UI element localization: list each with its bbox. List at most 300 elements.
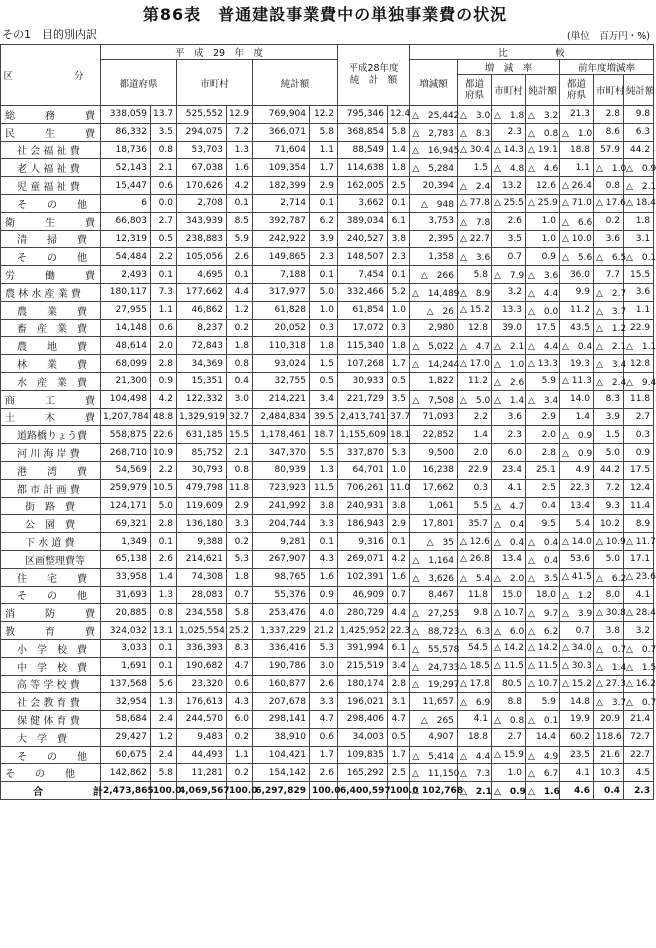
cell-value: △ 1.4 xyxy=(492,390,526,408)
cell-value: 631,185 xyxy=(177,426,227,444)
cell-value: 2.9 xyxy=(526,408,560,426)
cell-value: 5.6 xyxy=(151,675,177,693)
table-row xyxy=(1,515,654,533)
cell-value: 1.1 xyxy=(560,159,594,177)
row-label: 都 市 計 画 費 xyxy=(1,479,101,497)
cell-value: 2.7 xyxy=(151,212,177,230)
cell-value: 6.3 xyxy=(624,123,654,141)
table-row xyxy=(1,461,654,479)
cell-value: 723,923 xyxy=(253,479,310,497)
cell-value: 190,682 xyxy=(177,657,227,675)
cell-value: 21.4 xyxy=(624,711,654,729)
unit-note: (単位 百万円・%) xyxy=(567,31,650,42)
cell-value: 2.4 xyxy=(151,711,177,729)
table-row xyxy=(1,141,654,159)
cell-value: 1.6 xyxy=(310,568,338,586)
cell-value: 104,421 xyxy=(253,746,310,764)
cell-value: 0.9 xyxy=(310,586,338,604)
cell-value: 1.0 xyxy=(310,301,338,319)
cell-value: 13.1 xyxy=(151,622,177,640)
cell-value: 1,061 xyxy=(410,497,458,515)
cell-value: 18.8 xyxy=(458,728,492,746)
row-label: 河 川 海 岸 費 xyxy=(1,444,101,462)
cell-value: 1.4 xyxy=(151,568,177,586)
cell-value: 55,376 xyxy=(253,586,310,604)
cell-value: 795,346 xyxy=(338,106,388,124)
cell-value: 3.6 xyxy=(594,230,624,248)
cell-value: △ 1,164 xyxy=(410,550,458,568)
cell-value: 0.6 xyxy=(227,675,253,693)
cell-value: 2,714 xyxy=(253,194,310,212)
cell-value: 1,358 xyxy=(410,248,458,266)
table-row xyxy=(1,426,654,444)
cell-value: 2.3 xyxy=(492,426,526,444)
row-label: そ の 他 xyxy=(1,764,101,782)
cell-value: 2.6 xyxy=(310,764,338,782)
cell-value: 4.3 xyxy=(227,693,253,711)
row-label: そ の 他 xyxy=(1,194,101,212)
cell-value: 2.8 xyxy=(526,444,560,462)
cell-value: 3.9 xyxy=(594,408,624,426)
cell-value: 0.9 xyxy=(526,248,560,266)
cell-value: △ 5.0 xyxy=(458,390,492,408)
cell-value: 72.7 xyxy=(624,728,654,746)
cell-value: 13.7 xyxy=(151,106,177,124)
cell-value: 1.4 xyxy=(388,141,410,159)
cell-value: 1,207,784 xyxy=(101,408,151,426)
cell-value: △ 6.3 xyxy=(458,622,492,640)
cell-value: 9.8 xyxy=(458,604,492,622)
cell-value: 207,678 xyxy=(253,693,310,711)
cell-value: △ 14,489 xyxy=(410,283,458,301)
cell-value: 5.9 xyxy=(526,693,560,711)
cell-value: △ 2.6 xyxy=(492,372,526,390)
cell-value: 11.0 xyxy=(388,479,410,497)
cell-value: 14,148 xyxy=(101,319,151,337)
cell-value: 54.5 xyxy=(458,639,492,657)
cell-value: 4.1 xyxy=(560,764,594,782)
cell-value: 11,281 xyxy=(177,764,227,782)
cell-value: △ 27,253 xyxy=(410,604,458,622)
cell-value: △ 16,945 xyxy=(410,141,458,159)
cell-value: 1.8 xyxy=(227,337,253,355)
cell-value: 0.1 xyxy=(227,194,253,212)
row-label: 小 学 校 費 xyxy=(1,639,101,657)
cell-value: 109,835 xyxy=(338,746,388,764)
cell-value: 0.8 xyxy=(151,604,177,622)
cell-value: 3.0 xyxy=(227,390,253,408)
cell-value: 221,729 xyxy=(338,390,388,408)
header-muni: 市町村 xyxy=(177,60,253,106)
cell-value: 2,493 xyxy=(101,266,151,284)
cell-value: △ 5.6 xyxy=(560,248,594,266)
cell-value: 1.1 xyxy=(310,141,338,159)
cell-value: 0.1 xyxy=(388,194,410,212)
cell-value: 13.2 xyxy=(492,177,526,195)
table-row xyxy=(1,372,654,390)
cell-value: 2.6 xyxy=(151,550,177,568)
table-row xyxy=(1,408,654,426)
cell-value: 22,852 xyxy=(410,426,458,444)
row-label: 農 地 費 xyxy=(1,337,101,355)
cell-value: 9.8 xyxy=(624,106,654,124)
row-label: 住 宅 費 xyxy=(1,568,101,586)
cell-value: △ 30.4 xyxy=(458,141,492,159)
cell-value: 0.8 xyxy=(594,177,624,195)
cell-value: 5.0 xyxy=(594,550,624,568)
cell-value: 366,071 xyxy=(253,123,310,141)
cell-value: △ 26.8 xyxy=(458,550,492,568)
cell-value: 32,755 xyxy=(253,372,310,390)
cell-value: 4.1 xyxy=(624,586,654,604)
cell-value: △ 10.9 xyxy=(594,533,624,551)
cell-value: △ 9.7 xyxy=(526,604,560,622)
cell-value: 7.7 xyxy=(594,266,624,284)
cell-value: 67,038 xyxy=(177,159,227,177)
cell-value: 1.8 xyxy=(310,337,338,355)
cell-value: 5.9 xyxy=(526,372,560,390)
cell-value: 8.5 xyxy=(227,212,253,230)
cell-value: 336,393 xyxy=(177,639,227,657)
cell-value: 238,883 xyxy=(177,230,227,248)
cell-value: 2,708 xyxy=(177,194,227,212)
cell-value: 3.5 xyxy=(492,230,526,248)
cell-value: 5.0 xyxy=(594,444,624,462)
cell-value: 11.8 xyxy=(624,390,654,408)
cell-value: △ 11,150 xyxy=(410,764,458,782)
cell-value: 2.6 xyxy=(310,675,338,693)
cell-value: 3.4 xyxy=(388,657,410,675)
cell-value: 2.2 xyxy=(458,408,492,426)
page-title: 第86表 普通建設事業費中の単独事業費の状況 xyxy=(142,5,508,24)
table-row xyxy=(1,177,654,195)
cell-value: 53,703 xyxy=(177,141,227,159)
cell-value: 3.6 xyxy=(624,283,654,301)
cell-value: 2.9 xyxy=(388,515,410,533)
table-row xyxy=(1,106,654,124)
cell-value: 15.5 xyxy=(624,266,654,284)
cell-value: 0.9 xyxy=(624,444,654,462)
cell-value: 1.4 xyxy=(560,408,594,426)
cell-value: 3.8 xyxy=(594,622,624,640)
cell-value: 4.9 xyxy=(560,461,594,479)
cell-value: 6 xyxy=(101,194,151,212)
cell-value: 2,413,741 xyxy=(338,408,388,426)
cell-value: 17,072 xyxy=(338,319,388,337)
cell-value: 4.4 xyxy=(388,604,410,622)
cell-value: △ 26 xyxy=(410,301,458,319)
cell-value: 196,021 xyxy=(338,693,388,711)
cell-value: 4.7 xyxy=(310,711,338,729)
cell-value: 8,237 xyxy=(177,319,227,337)
cell-value: △ 1.4 xyxy=(594,657,624,675)
cell-value: 0.6 xyxy=(151,177,177,195)
cell-value: 2,980 xyxy=(410,319,458,337)
row-label: 道路橋りょう費 xyxy=(1,426,101,444)
cell-value: 5.3 xyxy=(227,550,253,568)
cell-value: 1,178,461 xyxy=(253,426,310,444)
cell-value: △ 14.0 xyxy=(560,533,594,551)
cell-value: 88,549 xyxy=(338,141,388,159)
cell-value: 2.3 xyxy=(310,248,338,266)
cell-value: 3.8 xyxy=(388,497,410,515)
cell-value: 0.2 xyxy=(594,212,624,230)
cell-value: 58,684 xyxy=(101,711,151,729)
cell-value: 4.7 xyxy=(227,657,253,675)
cell-value: 1.8 xyxy=(227,568,253,586)
cell-value: 186,943 xyxy=(338,515,388,533)
cell-value: 15.5 xyxy=(227,426,253,444)
cell-value: △ 7,508 xyxy=(410,390,458,408)
cell-value: 100.0 xyxy=(310,782,338,800)
cell-value: 86,332 xyxy=(101,123,151,141)
cell-value: 15,447 xyxy=(101,177,151,195)
cell-value: △ 14.3 xyxy=(492,141,526,159)
cell-value: △ 11.3 xyxy=(560,372,594,390)
cell-value: 1.8 xyxy=(624,212,654,230)
cell-value: 18.0 xyxy=(526,586,560,604)
cell-value: 2.2 xyxy=(151,461,177,479)
table-row xyxy=(1,390,654,408)
cell-value: △ 18.5 xyxy=(458,657,492,675)
cell-value: 20.9 xyxy=(594,711,624,729)
cell-value: 1,425,952 xyxy=(338,622,388,640)
cell-value: 3.1 xyxy=(388,693,410,711)
cell-value: 176,613 xyxy=(177,693,227,711)
header-rate: 増 減 率 xyxy=(458,60,560,75)
cell-value: 2,395 xyxy=(410,230,458,248)
cell-value: △ 1.8 xyxy=(492,106,526,124)
cell-value: 0.6 xyxy=(151,319,177,337)
table-row xyxy=(1,194,654,212)
cell-value: △ 11.5 xyxy=(492,657,526,675)
cell-value: 0.1 xyxy=(151,657,177,675)
cell-value: △ 2.0 xyxy=(492,568,526,586)
cell-value: 9.9 xyxy=(560,283,594,301)
cell-value: △ 0.9 xyxy=(560,444,594,462)
header-h28: 平成28年度 純 計 額 xyxy=(338,45,410,106)
cell-value: △ 14,244 xyxy=(410,355,458,373)
cell-value: △ 3.6 xyxy=(526,266,560,284)
cell-value: △ 4.7 xyxy=(458,337,492,355)
cell-value: 20,394 xyxy=(410,177,458,195)
cell-value: 2.4 xyxy=(151,746,177,764)
cell-value: 21.3 xyxy=(560,106,594,124)
cell-value: 30,933 xyxy=(338,372,388,390)
header-prev-muni: 市町村 xyxy=(594,75,624,106)
cell-value: △ 0.4 xyxy=(492,515,526,533)
cell-value: △ 0.7 xyxy=(624,639,654,657)
cell-value: 13.4 xyxy=(560,497,594,515)
cell-value: 162,005 xyxy=(338,177,388,195)
cell-value: 8.9 xyxy=(624,515,654,533)
header-rate-net: 純計額 xyxy=(526,75,560,106)
cell-value: 5.9 xyxy=(227,230,253,248)
cell-value: 30,793 xyxy=(177,461,227,479)
cell-value: 7,454 xyxy=(338,266,388,284)
cell-value: 1.1 xyxy=(227,746,253,764)
cell-value: 769,904 xyxy=(253,106,310,124)
cell-value: △ 0.9 xyxy=(624,159,654,177)
cell-value: △ 0.4 xyxy=(526,550,560,568)
cell-value: △ 0.4 xyxy=(526,533,560,551)
cell-value: △ 1.0 xyxy=(594,159,624,177)
cell-value: 2.8 xyxy=(594,106,624,124)
cell-value: 17.5 xyxy=(624,461,654,479)
cell-value: 5.5 xyxy=(310,444,338,462)
row-label: そ の 他 xyxy=(1,746,101,764)
table-subtitle: その1 目的別内訳 xyxy=(2,28,97,41)
cell-value: 0.7 xyxy=(388,586,410,604)
cell-value: 1.6 xyxy=(388,568,410,586)
cell-value: 298,406 xyxy=(338,711,388,729)
cell-value: △ 3.4 xyxy=(594,355,624,373)
cell-value: 10.2 xyxy=(594,515,624,533)
cell-value: 0.5 xyxy=(388,728,410,746)
cell-value: △ 25,442 xyxy=(410,106,458,124)
cell-value: 0.7 xyxy=(492,248,526,266)
cell-value: 17.5 xyxy=(526,319,560,337)
header-prev-rate: 前年度増減率 xyxy=(560,60,654,75)
cell-value: 1.8 xyxy=(388,159,410,177)
cell-value: 2.7 xyxy=(492,728,526,746)
cell-value: 93,024 xyxy=(253,355,310,373)
cell-value: 706,261 xyxy=(338,479,388,497)
cell-value: 4.1 xyxy=(458,711,492,729)
row-label: 清 掃 費 xyxy=(1,230,101,248)
cell-value: 8.3 xyxy=(594,390,624,408)
cell-value: 244,570 xyxy=(177,711,227,729)
cell-value: △ 3.6 xyxy=(458,248,492,266)
row-label: そ の 他 xyxy=(1,586,101,604)
cell-value: 60.2 xyxy=(560,728,594,746)
cell-value: 5.8 xyxy=(388,123,410,141)
cell-value: △ 6.7 xyxy=(526,764,560,782)
cell-value: △ 15.2 xyxy=(560,675,594,693)
cell-value: 7.2 xyxy=(227,123,253,141)
cell-value: △ 16.2 xyxy=(624,675,654,693)
cell-value: 2.5 xyxy=(526,479,560,497)
cell-value: 10.5 xyxy=(151,479,177,497)
cell-value: 214,621 xyxy=(177,550,227,568)
row-label: 保 健 体 育 費 xyxy=(1,711,101,729)
cell-value: △ 24,733 xyxy=(410,657,458,675)
header-pref: 都道府県 xyxy=(101,60,177,106)
cell-value: 6,400,597 xyxy=(338,782,388,800)
cell-value: 4.0 xyxy=(310,604,338,622)
cell-value: 259,979 xyxy=(101,479,151,497)
cell-value: 1.4 xyxy=(458,426,492,444)
cell-value: 118.6 xyxy=(594,728,624,746)
cell-value: 4,069,567 xyxy=(177,782,227,800)
cell-value: △ 17.6 xyxy=(594,194,624,212)
cell-value: 391,994 xyxy=(338,639,388,657)
cell-value: △ 2.1 xyxy=(594,337,624,355)
cell-value: 180,117 xyxy=(101,283,151,301)
cell-value: 148,507 xyxy=(338,248,388,266)
cell-value: 1.1 xyxy=(151,301,177,319)
cell-value: △ 4.4 xyxy=(526,337,560,355)
cell-value: △ 3,626 xyxy=(410,568,458,586)
cell-value: △ 23.6 xyxy=(624,568,654,586)
total-row xyxy=(1,782,654,800)
cell-value: △ 41.5 xyxy=(560,568,594,586)
cell-value: 2.8 xyxy=(151,355,177,373)
cell-value: △ 948 xyxy=(410,194,458,212)
cell-value: △ 25.9 xyxy=(526,194,560,212)
cell-value: 25.2 xyxy=(227,622,253,640)
table-row xyxy=(1,248,654,266)
cell-value: 22.7 xyxy=(624,746,654,764)
cell-value: △ 28.4 xyxy=(624,604,654,622)
table-row xyxy=(1,746,654,764)
cell-value: 1.3 xyxy=(151,693,177,711)
cell-value: 9,500 xyxy=(410,444,458,462)
cell-value: 109,354 xyxy=(253,159,310,177)
cell-value: 71,093 xyxy=(410,408,458,426)
cell-value: 2.3 xyxy=(624,782,654,800)
table-row xyxy=(1,764,654,782)
row-label: 民 生 費 xyxy=(1,123,101,141)
cell-value: 34,003 xyxy=(338,728,388,746)
cell-value: 3,033 xyxy=(101,639,151,657)
cell-value: 39.0 xyxy=(492,319,526,337)
cell-value: 1.7 xyxy=(388,355,410,373)
cell-value: 105,056 xyxy=(177,248,227,266)
row-label: 社 会 教 育 費 xyxy=(1,693,101,711)
cell-value: △ 27.3 xyxy=(594,675,624,693)
cell-value: 69,321 xyxy=(101,515,151,533)
cell-value: 20,885 xyxy=(101,604,151,622)
cell-value: 0.1 xyxy=(151,533,177,551)
cell-value: △ 3.7 xyxy=(594,301,624,319)
table-row xyxy=(1,266,654,284)
cell-value: 4,907 xyxy=(410,728,458,746)
cell-value: 3.5 xyxy=(388,390,410,408)
row-label: 商 工 費 xyxy=(1,390,101,408)
cell-value: 5.8 xyxy=(151,764,177,782)
row-label: 総 務 費 xyxy=(1,106,101,124)
cell-value: △ 6.5 xyxy=(594,248,624,266)
row-label: 社 会 福 祉 費 xyxy=(1,141,101,159)
cell-value: 0.4 xyxy=(594,782,624,800)
cell-value: 137,568 xyxy=(101,675,151,693)
cell-value: 1.3 xyxy=(227,141,253,159)
cell-value: 43.5 xyxy=(560,319,594,337)
cell-value: 136,180 xyxy=(177,515,227,533)
cell-value: △ 11.7 xyxy=(624,533,654,551)
cell-value: 0.1 xyxy=(151,266,177,284)
row-label: 中 学 校 費 xyxy=(1,657,101,675)
cell-value: 0.7 xyxy=(227,586,253,604)
cell-value: 36.0 xyxy=(560,266,594,284)
cell-value: 1.2 xyxy=(227,301,253,319)
cell-value: 54,569 xyxy=(101,461,151,479)
table-row xyxy=(1,301,654,319)
table-row xyxy=(1,675,654,693)
cell-value: 1.7 xyxy=(310,159,338,177)
cell-value: 25.1 xyxy=(526,461,560,479)
header-rate-muni: 市町村 xyxy=(492,75,526,106)
cell-value: △ 6.6 xyxy=(560,212,594,230)
cell-value: 10.3 xyxy=(594,764,624,782)
cell-value: △ 7.3 xyxy=(458,764,492,782)
cell-value: 0.5 xyxy=(310,372,338,390)
cell-value: △ 71.0 xyxy=(560,194,594,212)
cell-value: 0.2 xyxy=(227,533,253,551)
cell-value: △ 34.0 xyxy=(560,639,594,657)
cell-value: 12.9 xyxy=(227,106,253,124)
